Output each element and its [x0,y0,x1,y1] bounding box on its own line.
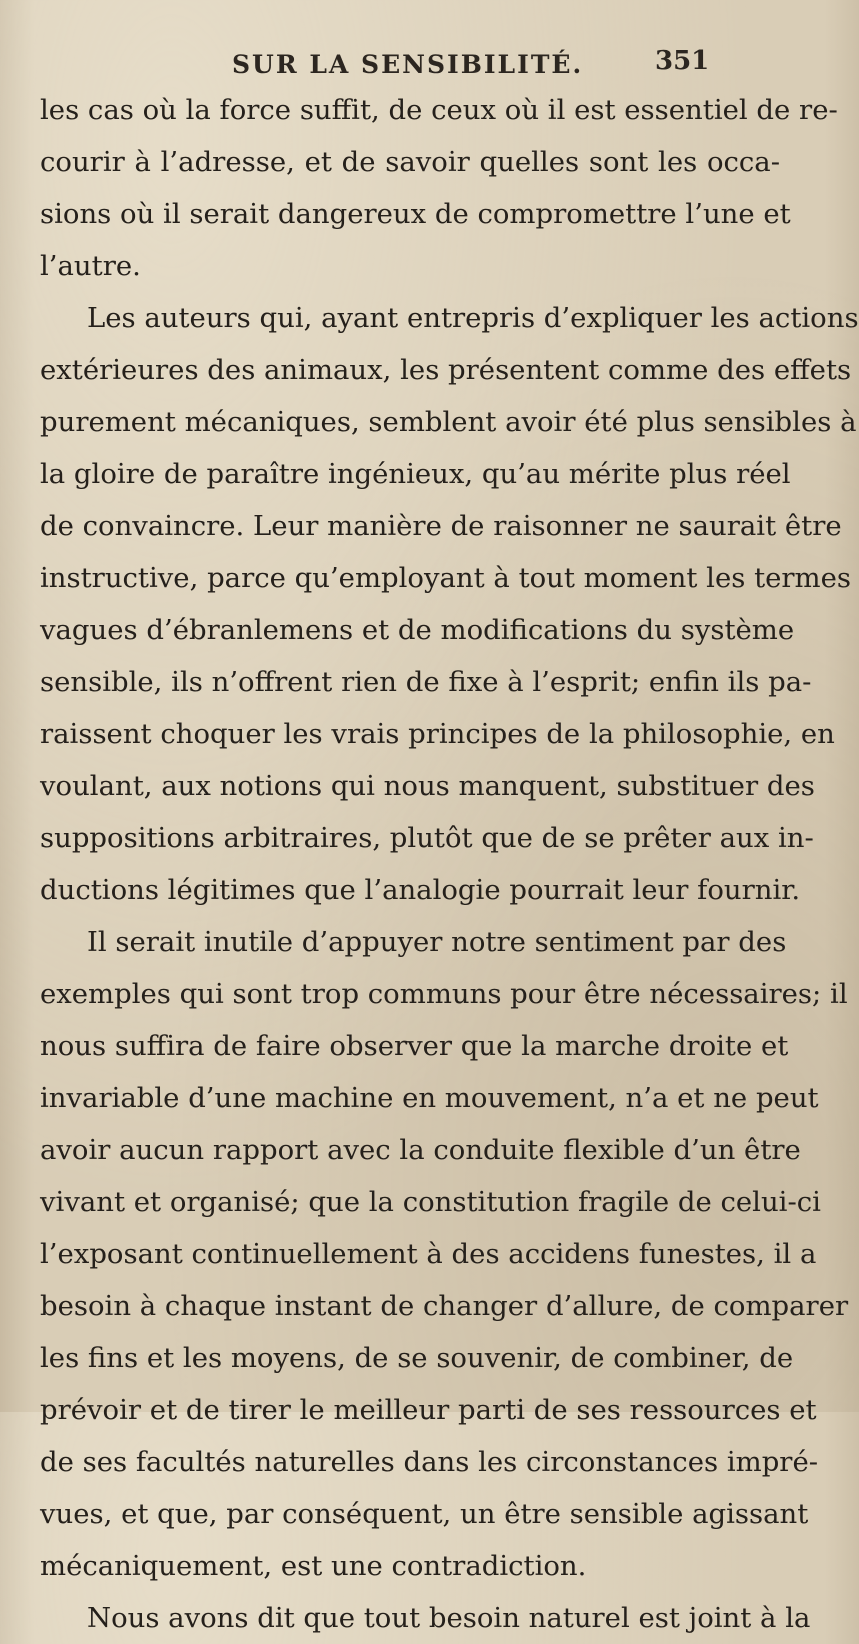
text-line: l’autre. [40,250,141,282]
text-line: Les auteurs qui, ayant entrepris d’expliquer les actions [87,302,859,334]
running-title: SUR LA SENSIBILITÉ. [232,50,584,79]
text-line: les cas où la force suffit, de ceux où il est essentiel de re- [40,94,838,126]
text-line: Il serait inutile d’appuyer notre sentiment par des [87,926,787,958]
text-line: prévoir et de tirer le meilleur parti de ses ressources et [40,1394,817,1426]
text-line: de convaincre. Leur manière de raisonner ne saurait être [40,510,842,542]
text-line: la gloire de paraître ingénieux, qu’au mérite plus réel [40,458,791,490]
text-line: sions où il serait dangereux de compromettre l’une et [40,198,791,230]
text-line: courir à l’adresse, et de savoir quelles sont les occa- [40,146,780,178]
text-line: ductions légitimes que l’analogie pourrait leur fournir. [40,874,801,906]
text-line: raissent choquer les vrais principes de la philosophie, en [40,718,835,750]
text-line: l’exposant continuellement à des accidens funestes, il a [40,1238,817,1270]
text-line: purement mécaniques, semblent avoir été plus sensibles à [40,406,857,438]
text-line: mécaniquement, est une contradiction. [40,1550,587,1582]
text-line: vivant et organisé; que la constitution fragile de celui-ci [40,1186,821,1218]
text-line: voulant, aux notions qui nous manquent, substituer des [40,770,815,802]
text-line: invariable d’une machine en mouvement, n’a et ne peut [40,1082,819,1114]
text-line: suppositions arbitraires, plutôt que de se prêter aux in- [40,822,814,854]
text-line: exemples qui sont trop communs pour être nécessaires; il [40,978,848,1010]
text-line: extérieures des animaux, les présentent comme des effets [40,354,852,386]
text-line: sensible, ils n’offrent rien de fixe à l’esprit; enfin ils pa- [40,666,812,698]
text-line: vagues d’ébranlemens et de modifications du système [40,614,795,646]
text-line: instructive, parce qu’employant à tout moment les termes [40,562,852,594]
body-text [40,84,859,1644]
page-number: 351 [655,46,710,76]
text-line: nous suffira de faire observer que la marche droite et [40,1030,789,1062]
text-line: vues, et que, par conséquent, un être sensible agissant [40,1498,809,1530]
text-line: besoin à chaque instant de changer d’allure, de comparer [40,1290,849,1322]
text-line: de ses facultés naturelles dans les circonstances impré- [40,1446,819,1478]
text-line: Nous avons dit que tout besoin naturel est joint à la [87,1602,811,1634]
text-line: avoir aucun rapport avec la conduite flexible d’un être [40,1134,801,1166]
text-line: les fins et les moyens, de se souvenir, de combiner, de [40,1342,794,1374]
